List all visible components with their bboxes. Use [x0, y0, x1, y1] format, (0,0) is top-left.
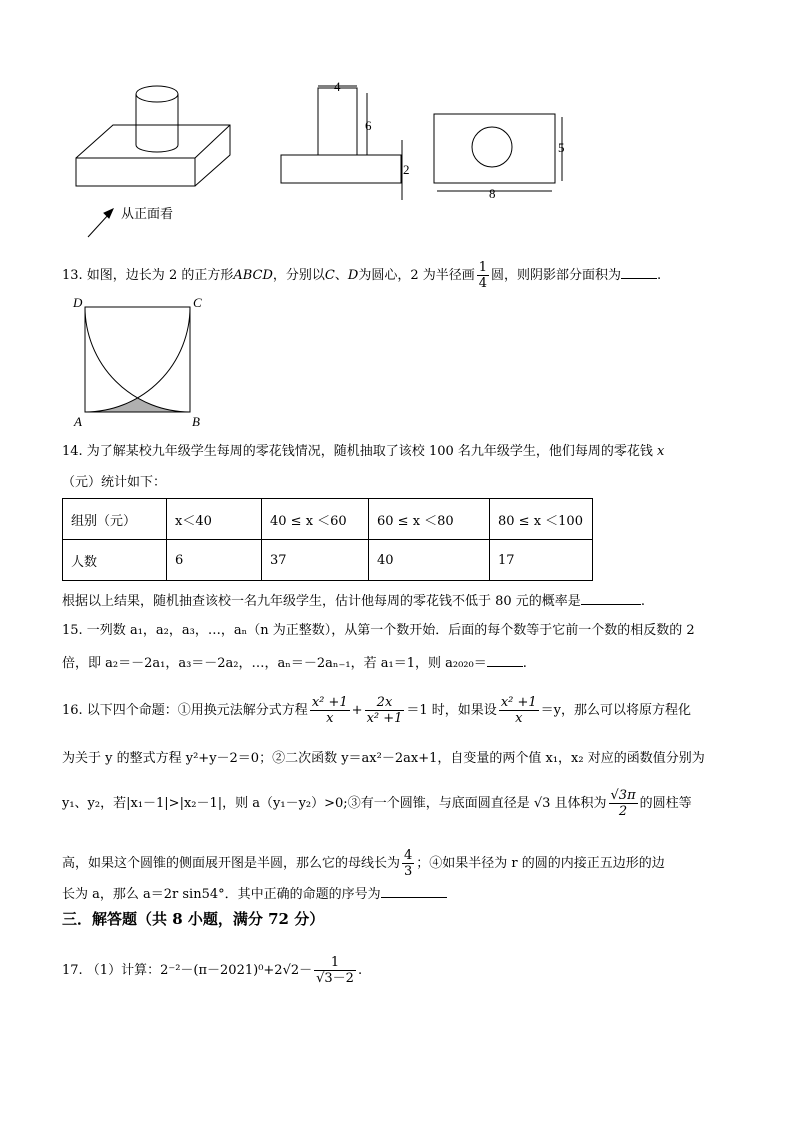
text: 3 [404, 864, 413, 879]
text: 17 [490, 540, 593, 581]
question-16-line3 [62, 788, 692, 819]
text: 4 [404, 848, 413, 863]
text: x [326, 711, 334, 726]
dim-5: 5 [558, 140, 565, 155]
text: . [640, 594, 645, 609]
question-14-line1 [62, 444, 664, 460]
text: 高，如果这个圆锥的侧面展开图是半圆，那么它的母线长为 [62, 856, 401, 871]
text: 37 [262, 540, 369, 581]
question-16-line5 [62, 885, 447, 903]
text: 13. 如图，边长为 2 的正方形 [62, 268, 234, 283]
text: ＝y，那么可以将原方程化 [540, 703, 692, 718]
text: 倍，即 a₂＝－2a₁，a₃＝－2a₂，…，aₙ＝－2aₙ₋₁，若 a₁＝1，则 a₂₀₂₀＝ [62, 656, 487, 671]
text: ＝1 时，如果设 [406, 703, 497, 718]
text: 1 [314, 955, 356, 971]
label-c: C [193, 295, 202, 310]
text: 60 ≤ x ＜80 [369, 499, 490, 540]
text: x² +1 [311, 695, 348, 710]
text: ；④如果半径为 r 的圆的内接正五边形的边 [416, 856, 665, 871]
front-view [281, 86, 402, 200]
question-17 [62, 955, 362, 986]
dim-6: 6 [365, 118, 372, 133]
text: 根据以上结果，随机抽查该校一名九年级学生，估计他每周的零花钱不低于 80 元的概率是 [62, 594, 581, 609]
text: 80 ≤ x ＜100 [490, 499, 593, 540]
text: . [522, 656, 527, 671]
solid-figure [76, 86, 230, 186]
text: 人数 [63, 540, 167, 581]
text: 4 [478, 276, 488, 291]
text: ABCD [233, 268, 273, 283]
text: x² +1 [366, 711, 403, 726]
question-14-line2: （元）统计如下： [62, 475, 167, 490]
table-row [63, 540, 593, 581]
question-14-line3 [62, 592, 645, 610]
label-b: B [192, 414, 200, 429]
money-table [62, 498, 593, 581]
text: 40 ≤ x ＜60 [262, 499, 369, 540]
text: 16. 以下四个命题：①用换元法解分式方程 [62, 703, 308, 718]
text: 2x [365, 695, 405, 711]
dim-2: 2 [403, 162, 410, 177]
question-16-line4 [62, 848, 665, 879]
text: C [324, 268, 335, 283]
text: 为圆心，2 为半径画 [358, 268, 475, 283]
question-16-line2: 为关于 y 的整式方程 y²+y－2＝0；②二次函数 y＝ax²－2ax+1，自变量的两个值 x₁，x₂ 对应的函数值分别为 [62, 751, 705, 766]
top-view [434, 114, 562, 191]
text: 2 [618, 804, 628, 819]
text: 17. （1）计算：2⁻²－(π－2021)⁰+2√2－ [62, 963, 313, 978]
question-16-line1 [62, 695, 691, 726]
text: 、 [334, 268, 348, 283]
text: + [351, 703, 363, 718]
text: 1 [478, 260, 488, 275]
text: D [347, 268, 359, 283]
square-figure [85, 307, 190, 412]
text: 6 [167, 540, 262, 581]
table-row [63, 499, 593, 540]
text: √3－2 [316, 971, 354, 986]
question-13 [62, 260, 661, 291]
answer-blank [621, 266, 657, 279]
text: x² +1 [500, 695, 537, 710]
text: x＜40 [167, 499, 262, 540]
text: 圆，则阴影部分面积为 [491, 268, 622, 283]
text: y₁、y₂，若|x₁－1|>|x₂－1|，则 a（y₁－y₂）>0;③有一个圆锥，与底面圆直径是 √3 且体积为 [62, 796, 607, 811]
text: 14. 为了解某校九年级学生每周的零花钱情况，随机抽取了该校 100 名九年级学生，他们每周的零花钱 [62, 444, 653, 459]
text: x [657, 444, 665, 459]
dim-4: 4 [334, 79, 341, 94]
section-heading: 三．解答题（共 8 小题，满分 72 分） [62, 910, 325, 928]
text: 组别（元） [63, 499, 167, 540]
text: ，分别以 [272, 268, 325, 283]
text: . [657, 268, 662, 283]
text: 40 [369, 540, 490, 581]
text: . [357, 963, 363, 978]
view-label: 从正面看 [121, 207, 174, 222]
text: 长为 a，那么 a＝2r sin54°．其中正确的命题的序号为 [62, 887, 381, 902]
question-15-line2 [62, 654, 527, 672]
text: √3π [610, 788, 636, 803]
dim-8: 8 [489, 186, 496, 201]
text: 的圆柱等 [639, 796, 692, 811]
label-a: A [74, 414, 82, 429]
question-15-line1: 15. 一列数 a₁，a₂，a₃，…，aₙ（n 为正整数），从第一个数开始．后面的每个数等于它前一个数的相反数的 2 [62, 623, 695, 638]
view-arrow [88, 209, 113, 237]
label-d: D [73, 295, 83, 310]
text: x [515, 711, 523, 726]
